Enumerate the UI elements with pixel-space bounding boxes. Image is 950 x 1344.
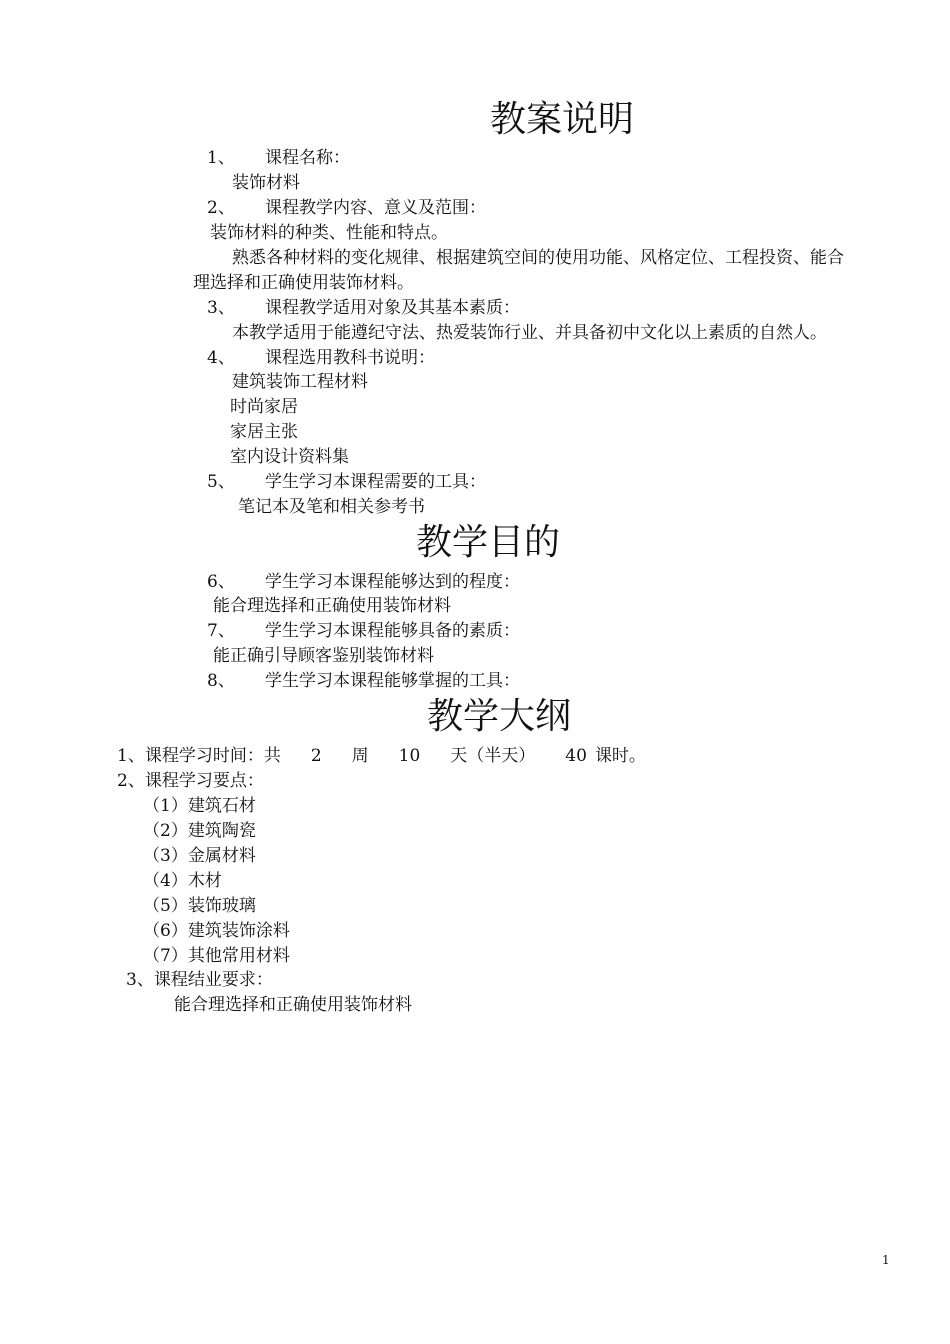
item-4-heading bbox=[207, 346, 435, 370]
point-item: （5）装饰玻璃 bbox=[143, 896, 256, 916]
goal-8-heading bbox=[207, 669, 520, 693]
point-item: （7）其他常用材料 bbox=[143, 946, 290, 966]
book-item: 室内设计资料集 bbox=[230, 447, 349, 467]
point-item: （1）建筑石材 bbox=[143, 796, 256, 816]
course-week-unit: 周 bbox=[351, 746, 369, 766]
point-item: （4）木材 bbox=[143, 871, 222, 891]
item-5-body: 笔记本及笔和相关参考书 bbox=[238, 497, 425, 517]
book-item: 家居主张 bbox=[230, 422, 298, 442]
book-item: 建筑装饰工程材料 bbox=[232, 372, 368, 392]
item-1-number: 1、 bbox=[207, 148, 235, 168]
item-1-body: 装饰材料 bbox=[232, 173, 300, 193]
heading-lesson-plan: 教案说明 bbox=[490, 99, 635, 140]
item-4-number: 4、 bbox=[207, 348, 235, 368]
points-title: 2、课程学习要点： bbox=[117, 771, 264, 791]
item-2-label: 课程教学内容、意义及范围： bbox=[265, 198, 486, 218]
goal-7-label: 学生学习本课程能够具备的素质： bbox=[265, 621, 520, 641]
item-3-heading bbox=[207, 296, 520, 320]
completion-title: 3、课程结业要求： bbox=[126, 970, 273, 990]
goal-7-body: 能正确引导顾客鉴别装饰材料 bbox=[213, 646, 434, 666]
item-5-label: 学生学习本课程需要的工具： bbox=[265, 472, 486, 492]
item-3-number: 3、 bbox=[207, 298, 235, 318]
book-item: 时尚家居 bbox=[230, 397, 298, 417]
item-4-label: 课程选用教科书说明： bbox=[265, 348, 435, 368]
course-hour-unit: 课时。 bbox=[594, 746, 646, 766]
course-time-prefix: 1、课程学习时间：共 bbox=[117, 746, 281, 766]
goal-6-body: 能合理选择和正确使用装饰材料 bbox=[213, 596, 451, 616]
item-3-label: 课程教学适用对象及其基本素质： bbox=[265, 298, 520, 318]
goal-8-label: 学生学习本课程能够掌握的工具： bbox=[265, 671, 520, 691]
goal-7-number: 7、 bbox=[207, 621, 235, 641]
item-2-body-line-3: 理选择和正确使用装饰材料。 bbox=[193, 273, 414, 293]
goal-7-heading bbox=[207, 619, 520, 643]
item-3-body: 本教学适用于能遵纪守法、热爱装饰行业、并具备初中文化以上素质的自然人。 bbox=[232, 323, 827, 343]
heading-teaching-goals: 教学目的 bbox=[416, 522, 561, 563]
course-time-line bbox=[117, 744, 646, 768]
goal-8-number: 8、 bbox=[207, 671, 235, 691]
item-1-heading bbox=[207, 146, 350, 170]
point-item: （3）金属材料 bbox=[143, 846, 256, 866]
completion-body: 能合理选择和正确使用装饰材料 bbox=[174, 995, 412, 1015]
item-2-number: 2、 bbox=[207, 198, 235, 218]
point-item: （2）建筑陶瓷 bbox=[143, 821, 256, 841]
item-2-body-line-1: 装饰材料的种类、性能和特点。 bbox=[210, 223, 448, 243]
course-days: 10 bbox=[398, 746, 421, 766]
course-day-unit: 天（半天） bbox=[450, 746, 536, 766]
goal-6-number: 6、 bbox=[207, 572, 235, 592]
goal-6-label: 学生学习本课程能够达到的程度： bbox=[265, 572, 520, 592]
item-1-label: 课程名称： bbox=[265, 148, 350, 168]
page-number: 1 bbox=[882, 1253, 890, 1267]
heading-syllabus: 教学大纲 bbox=[427, 696, 572, 737]
goal-6-heading bbox=[207, 570, 520, 594]
item-5-heading bbox=[207, 470, 486, 494]
course-hours: 40 bbox=[565, 746, 587, 766]
item-2-body-line-2: 熟悉各种材料的变化规律、根据建筑空间的使用功能、风格定位、工程投资、能合 bbox=[232, 248, 844, 268]
item-2-heading bbox=[207, 196, 486, 220]
point-item: （6）建筑装饰涂料 bbox=[143, 921, 290, 941]
course-weeks: 2 bbox=[310, 746, 322, 766]
item-5-number: 5、 bbox=[207, 472, 235, 492]
